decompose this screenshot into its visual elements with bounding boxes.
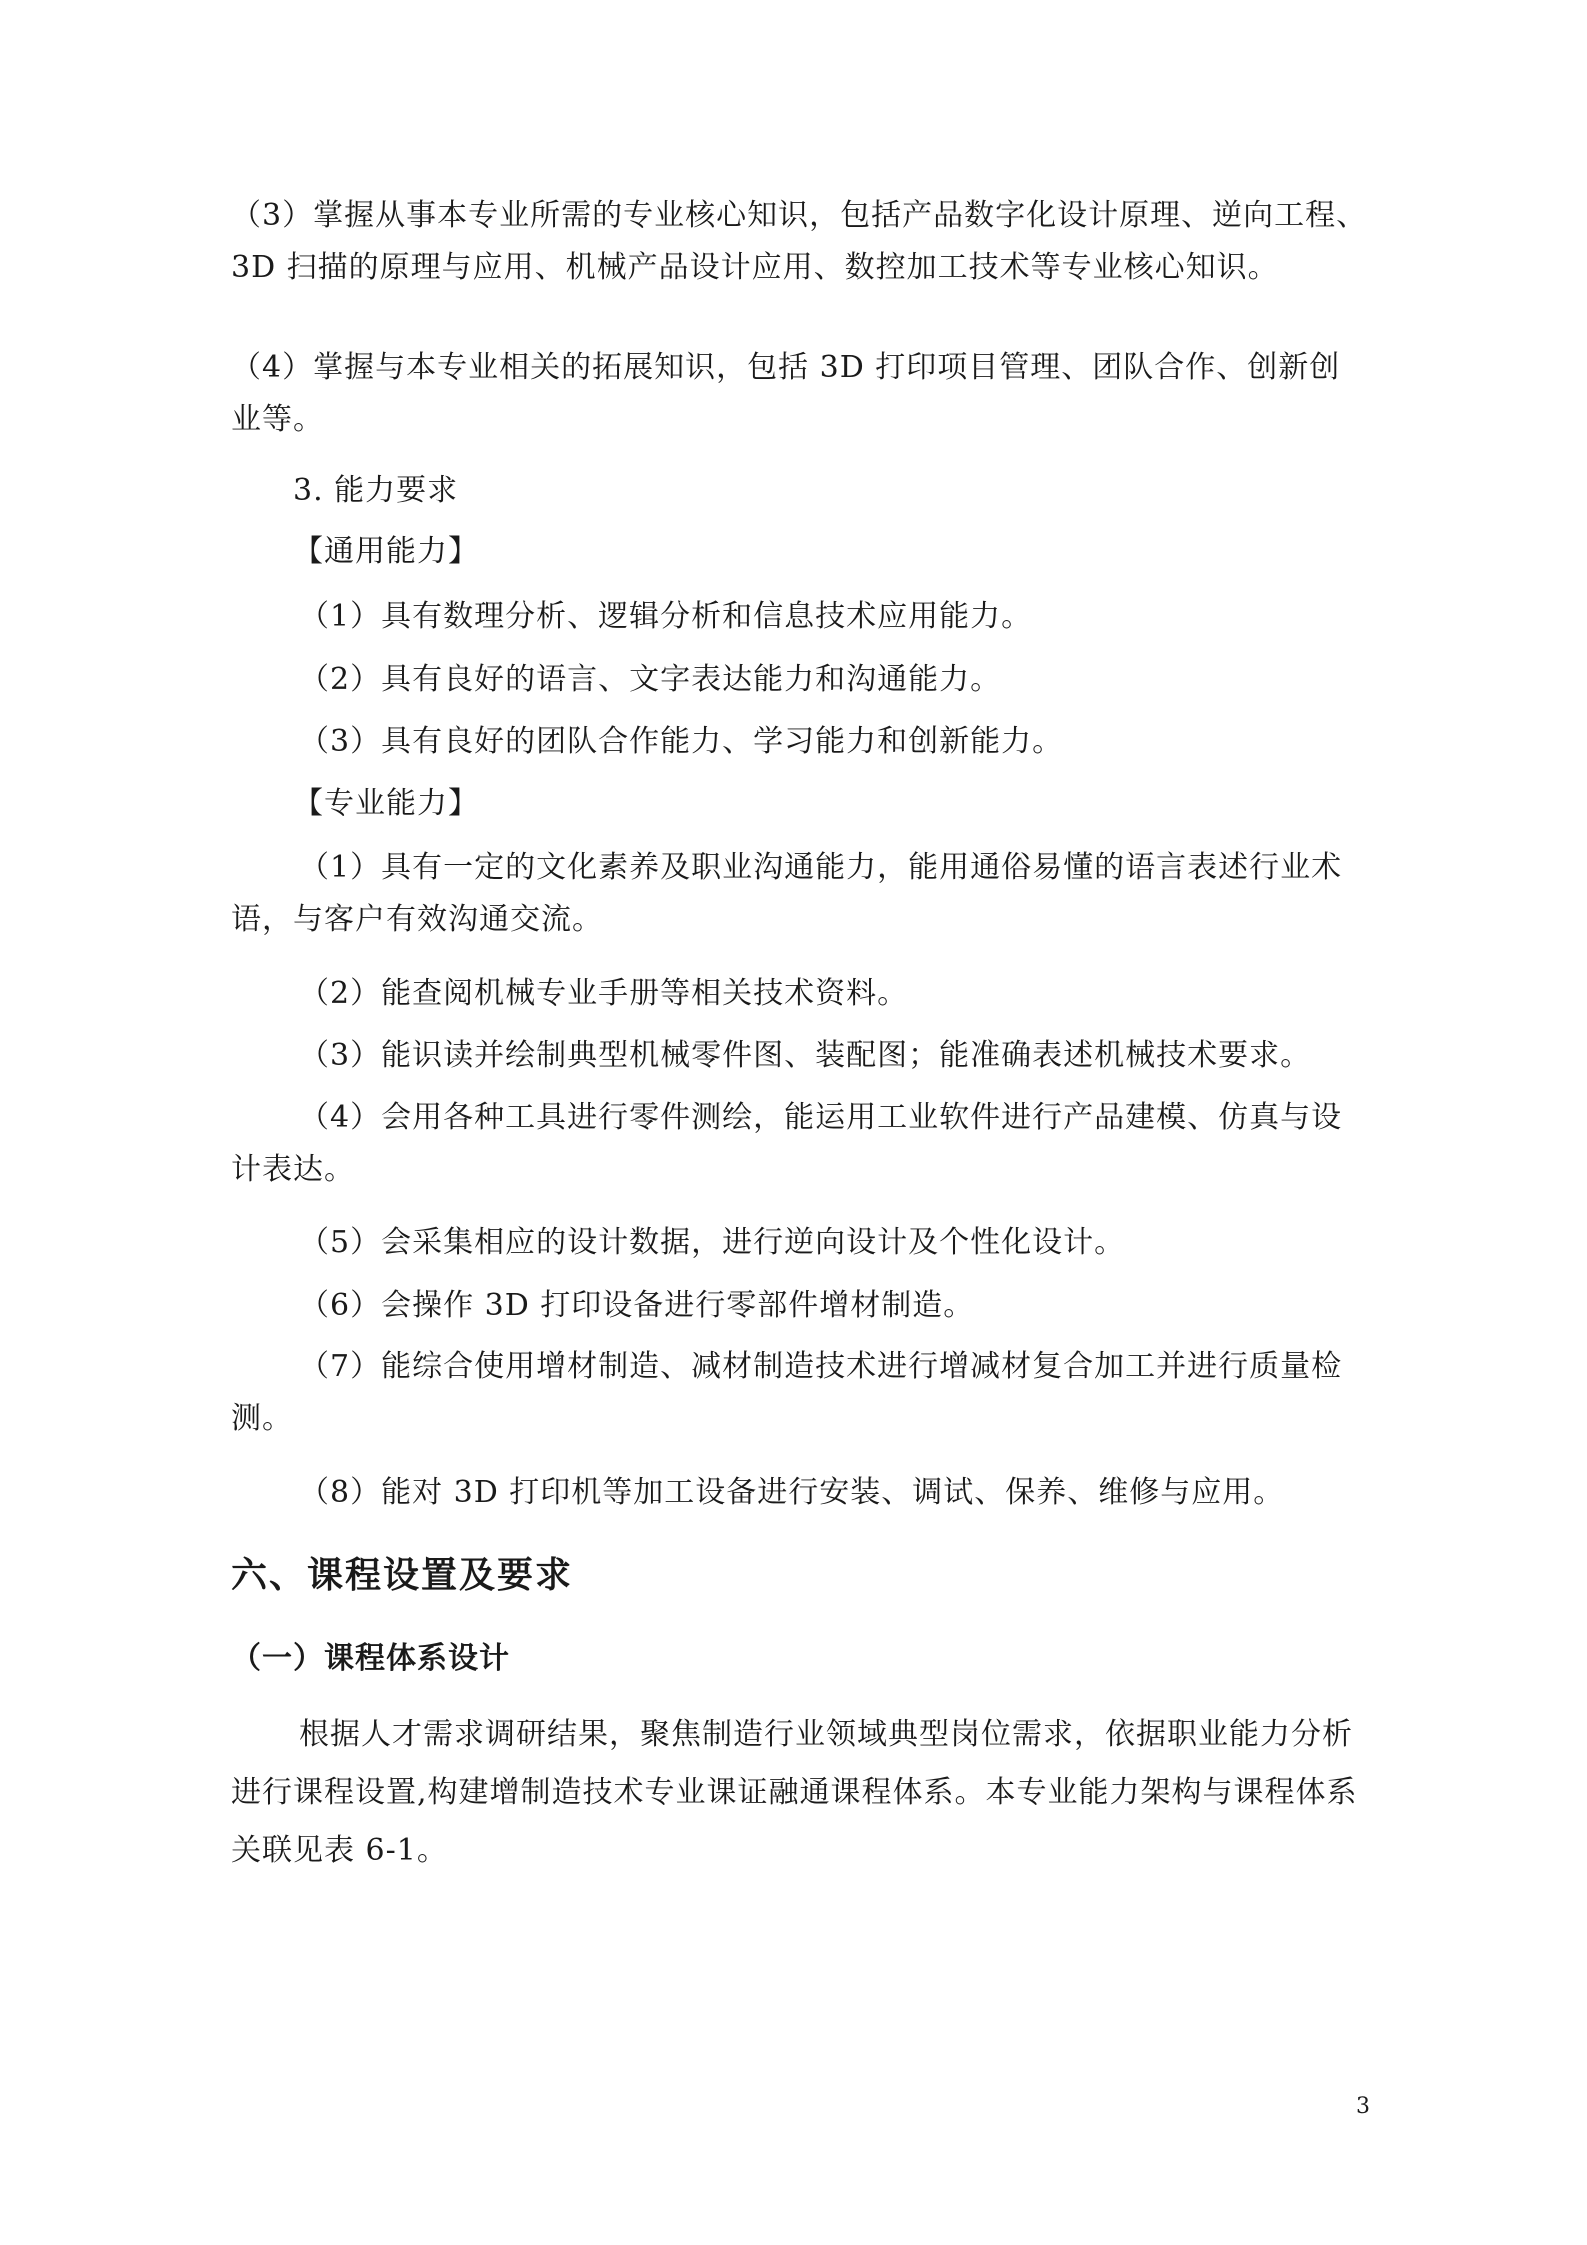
course-system-paragraph: 根据人才需求调研结果，聚焦制造行业领域典型岗位需求，依据职业能力分析进行课程设置,构建增制造技术专业课证融通课程体系。本专业能力架构与课程体系关联见表 6-1。 [231,1717,1358,1868]
professional-ability-item-5: （5）会采集相应的设计数据，进行逆向设计及个性化设计。 [299,1225,1126,1260]
professional-ability-item-8: （8）能对 3D 打印机等加工设备进行安装、调试、保养、维修与应用。 [299,1475,1285,1510]
professional-ability-item-3: （3）能识读并绘制典型机械零件图、装配图；能准确表述机械技术要求。 [299,1038,1312,1073]
knowledge-item-4: （4）掌握与本专业相关的拓展知识，包括 3D 打印项目管理、团队合作、创新创业等。 [231,350,1341,437]
general-ability-item-1: （1）具有数理分析、逻辑分析和信息技术应用能力。 [299,599,1033,634]
professional-ability-item-2: （2）能查阅机械专业手册等相关技术资料。 [299,976,909,1011]
page-number: 3 [1356,2094,1370,2119]
general-ability-item-2: （2）具有良好的语言、文字表达能力和沟通能力。 [299,662,1002,697]
professional-ability-label: 【专业能力】 [293,786,479,821]
section-6-title: 六、课程设置及要求 [231,1555,574,1596]
subsection-1-title: （一）课程体系设计 [231,1641,510,1676]
knowledge-item-3: （3）掌握从事本专业所需的专业核心知识，包括产品数字化设计原理、逆向工程、3D 扫描的原理与应用、机械产品设计应用、数控加工技术等专业核心知识。 [231,198,1368,285]
professional-ability-item-7: （7）能综合使用增材制造、减材制造技术进行增减材复合加工并进行质量检测。 [231,1349,1343,1436]
general-ability-item-3: （3）具有良好的团队合作能力、学习能力和创新能力。 [299,724,1064,759]
professional-ability-item-4: （4）会用各种工具进行零件测绘，能运用工业软件进行产品建模、仿真与设计表达。 [231,1100,1343,1187]
general-ability-label: 【通用能力】 [293,534,479,569]
ability-heading: 3. 能力要求 [293,473,459,508]
professional-ability-item-6: （6）会操作 3D 打印设备进行零部件增材制造。 [299,1288,975,1323]
professional-ability-item-1: （1）具有一定的文化素养及职业沟通能力，能用通俗易懂的语言表述行业术语，与客户有效沟通交流。 [231,850,1343,937]
